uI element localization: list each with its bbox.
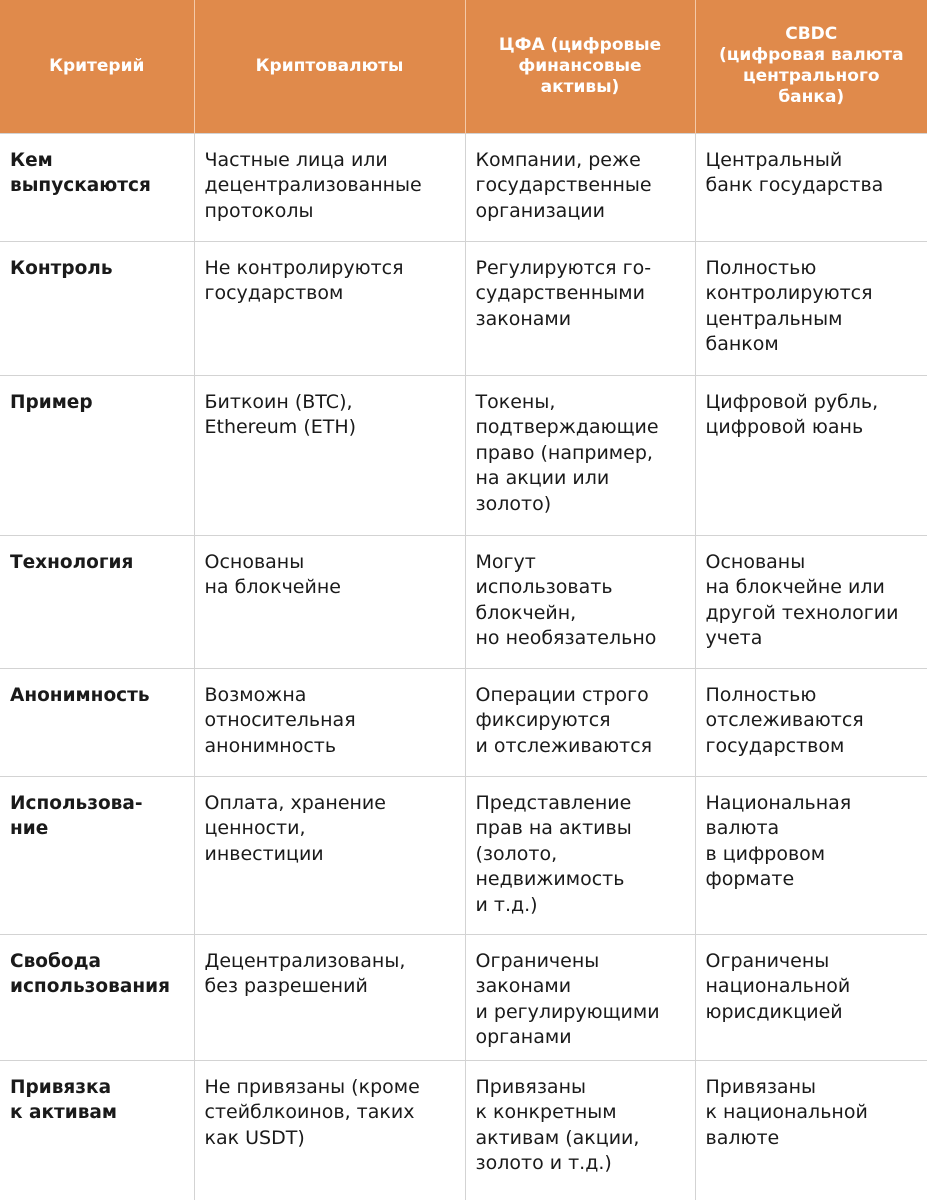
dfa-cell: Ограничены законами и регулирующими органами: [465, 934, 695, 1060]
cbdc-cell: Национальная валюта в цифровом формате: [695, 776, 927, 934]
table-row: [0, 668, 927, 776]
dfa-cell: Представление прав на активы (золото, недвижимость и т.д.): [465, 776, 695, 934]
table-row: [0, 1060, 927, 1200]
criterion-cell: Пример: [0, 375, 194, 535]
criterion-cell: Использова- ние: [0, 776, 194, 934]
table-row: [0, 934, 927, 1060]
crypto-cell: Не привязаны (кроме стейблкоинов, таких как USDT): [194, 1060, 465, 1200]
criterion-cell: Привязка к активам: [0, 1060, 194, 1200]
cbdc-cell: Полностью контролируются центральным банком: [695, 241, 927, 375]
crypto-cell: Не контролируются государством: [194, 241, 465, 375]
cbdc-cell: Цифровой рубль, цифровой юань: [695, 375, 927, 535]
cbdc-cell: Привязаны к национальной валюте: [695, 1060, 927, 1200]
dfa-cell: Операции строго фиксируются и отслеживаются: [465, 668, 695, 776]
header-row: [0, 0, 927, 133]
header-criterion: Критерий: [0, 0, 194, 133]
dfa-cell: Регулируются го- сударственными законами: [465, 241, 695, 375]
table-row: [0, 133, 927, 241]
criterion-cell: Кем выпускаются: [0, 133, 194, 241]
table-body: [0, 133, 927, 1200]
header-cbdc: CBDC (цифровая валюта центрального банка): [695, 0, 927, 133]
cbdc-cell: Центральный банк государства: [695, 133, 927, 241]
crypto-cell: Основаны на блокчейне: [194, 535, 465, 668]
table-row: [0, 535, 927, 668]
crypto-cell: Возможна относительная анонимность: [194, 668, 465, 776]
dfa-cell: Могут использовать блокчейн, но необязательно: [465, 535, 695, 668]
table-header: [0, 0, 927, 133]
criterion-cell: Контроль: [0, 241, 194, 375]
table-row: [0, 776, 927, 934]
crypto-cell: Частные лица или децентрализованные протоколы: [194, 133, 465, 241]
crypto-cell: Биткоин (BTC), Ethereum (ETH): [194, 375, 465, 535]
crypto-cell: Оплата, хранение ценности, инвестиции: [194, 776, 465, 934]
cbdc-cell: Ограничены национальной юрисдикцией: [695, 934, 927, 1060]
dfa-cell: Токены, подтверждающие право (например, на акции или золото): [465, 375, 695, 535]
cbdc-cell: Основаны на блокчейне или другой технологии учета: [695, 535, 927, 668]
criterion-cell: Свобода использования: [0, 934, 194, 1060]
table-row: [0, 241, 927, 375]
dfa-cell: Привязаны к конкретным активам (акции, золото и т.д.): [465, 1060, 695, 1200]
dfa-cell: Компании, реже государственные организации: [465, 133, 695, 241]
cbdc-cell: Полностью отслеживаются государством: [695, 668, 927, 776]
table-row: [0, 375, 927, 535]
header-dfa: ЦФА (цифровые финансовые активы): [465, 0, 695, 133]
criterion-cell: Технология: [0, 535, 194, 668]
crypto-cell: Децентрализованы, без разрешений: [194, 934, 465, 1060]
header-crypto: Криптовалюты: [194, 0, 465, 133]
criterion-cell: Анонимность: [0, 668, 194, 776]
